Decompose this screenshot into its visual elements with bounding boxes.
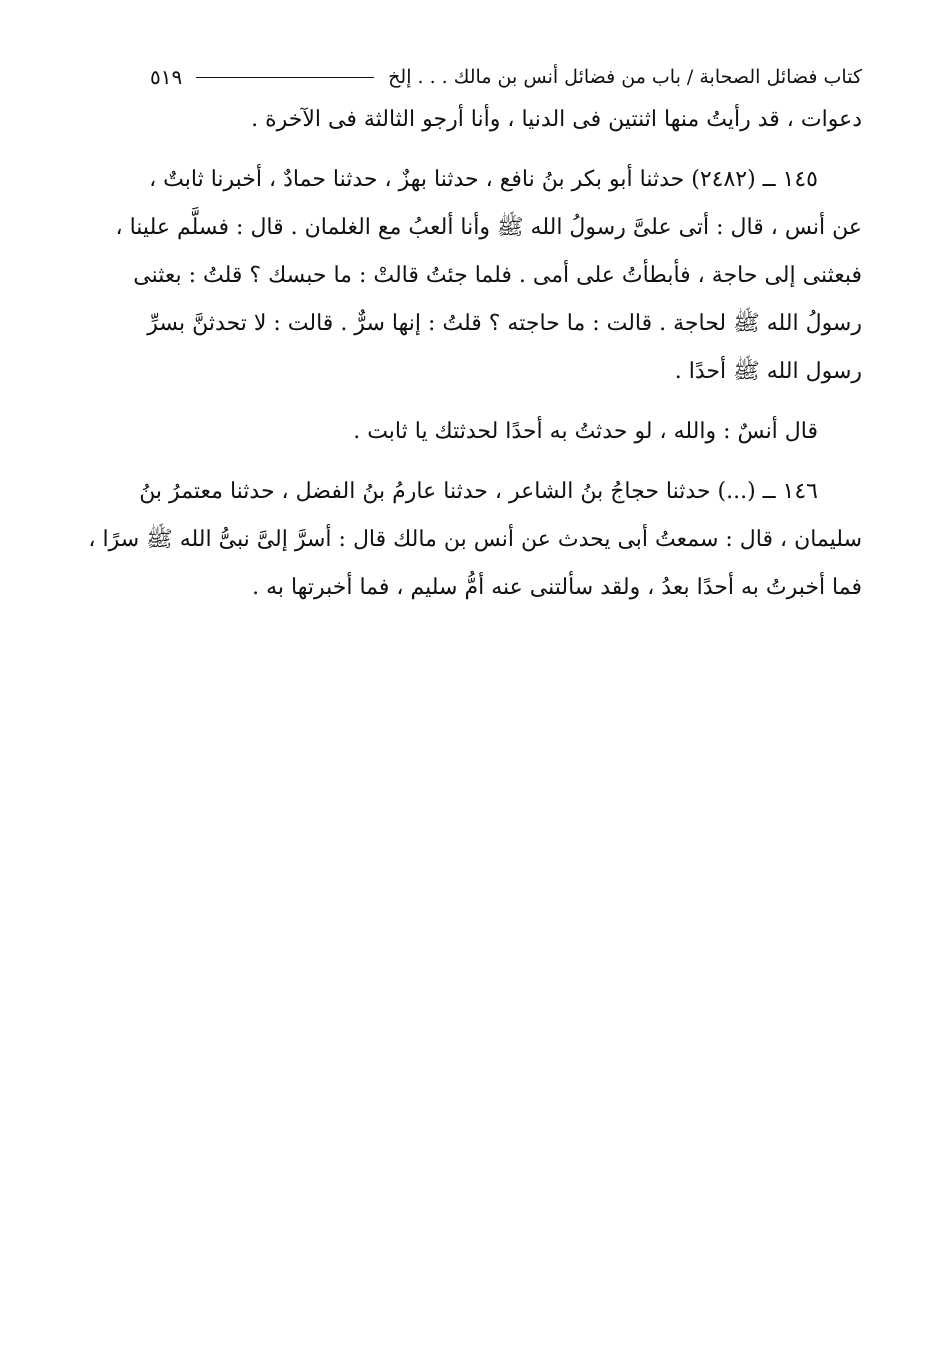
hadith-146-line-1: ١٤٦ ــ (...) حدثنا حجاجُ بنُ الشاعر ، حدثنا عارمُ بنُ الفضل ، حدثنا معتمرُ بنُ: [139, 479, 818, 504]
hadith-145-line-4: رسولُ الله ﷺ لحاجة . قالت : ما حاجته ؟ قلتُ : إنها سرٌّ . قالت : لا تحدثنَّ بسرِّ: [147, 311, 862, 336]
continuation-line: دعوات ، قد رأيتُ منها اثنتين فى الدنيا ، وأنا أرجو الثالثة فى الآخرة .: [251, 107, 862, 132]
hadith-146-line-3: فما أخبرتُ به أحدًا بعدُ ، ولقد سألتنى عنه أمُّ سليم ، فما أخبرتها به .: [252, 575, 862, 600]
paragraph-gap: [150, 456, 862, 468]
hadith-145-line-1: ١٤٥ ــ (٢٤٨٢) حدثنا أبو بكر بنُ نافع ، حدثنا بهزٌ ، حدثنا حمادٌ ، أخبرنا ثابتٌ ،: [149, 167, 818, 192]
paragraph-gap: [150, 144, 862, 156]
hadith-145-line-2: عن أنس ، قال : أتى علىَّ رسولُ الله ﷺ وأنا ألعبُ مع الغلمان . قال : فسلَّم علينا ،: [115, 215, 862, 240]
hadith-145-line-3: فبعثنى إلى حاجة ، فأبطأتُ على أمى . فلما جئتُ قالتْ : ما حبسك ؟ قلتُ : بعثنى: [133, 263, 862, 288]
book-page: [88, 60, 862, 612]
running-head-title: كتاب فضائل الصحابة / باب من فضائل أنس بن مالك . . . إلخ: [388, 66, 862, 88]
running-head-rule: [196, 77, 374, 78]
paragraph-gap: [150, 396, 862, 408]
running-head: [150, 60, 862, 94]
page-number: ٥١٩: [150, 65, 183, 89]
hadith-145-line-5: رسول الله ﷺ أحدًا .: [674, 359, 862, 384]
hadith-146-line-2: سليمان ، قال : سمعتُ أبى يحدث عن أنس بن مالك قال : أسرَّ إلىَّ نبىُّ الله ﷺ سرًا ،: [88, 527, 862, 552]
hadith-145-closing: قال أنسٌ : والله ، لو حدثتُ به أحدًا لحدثتك يا ثابت .: [353, 419, 818, 444]
